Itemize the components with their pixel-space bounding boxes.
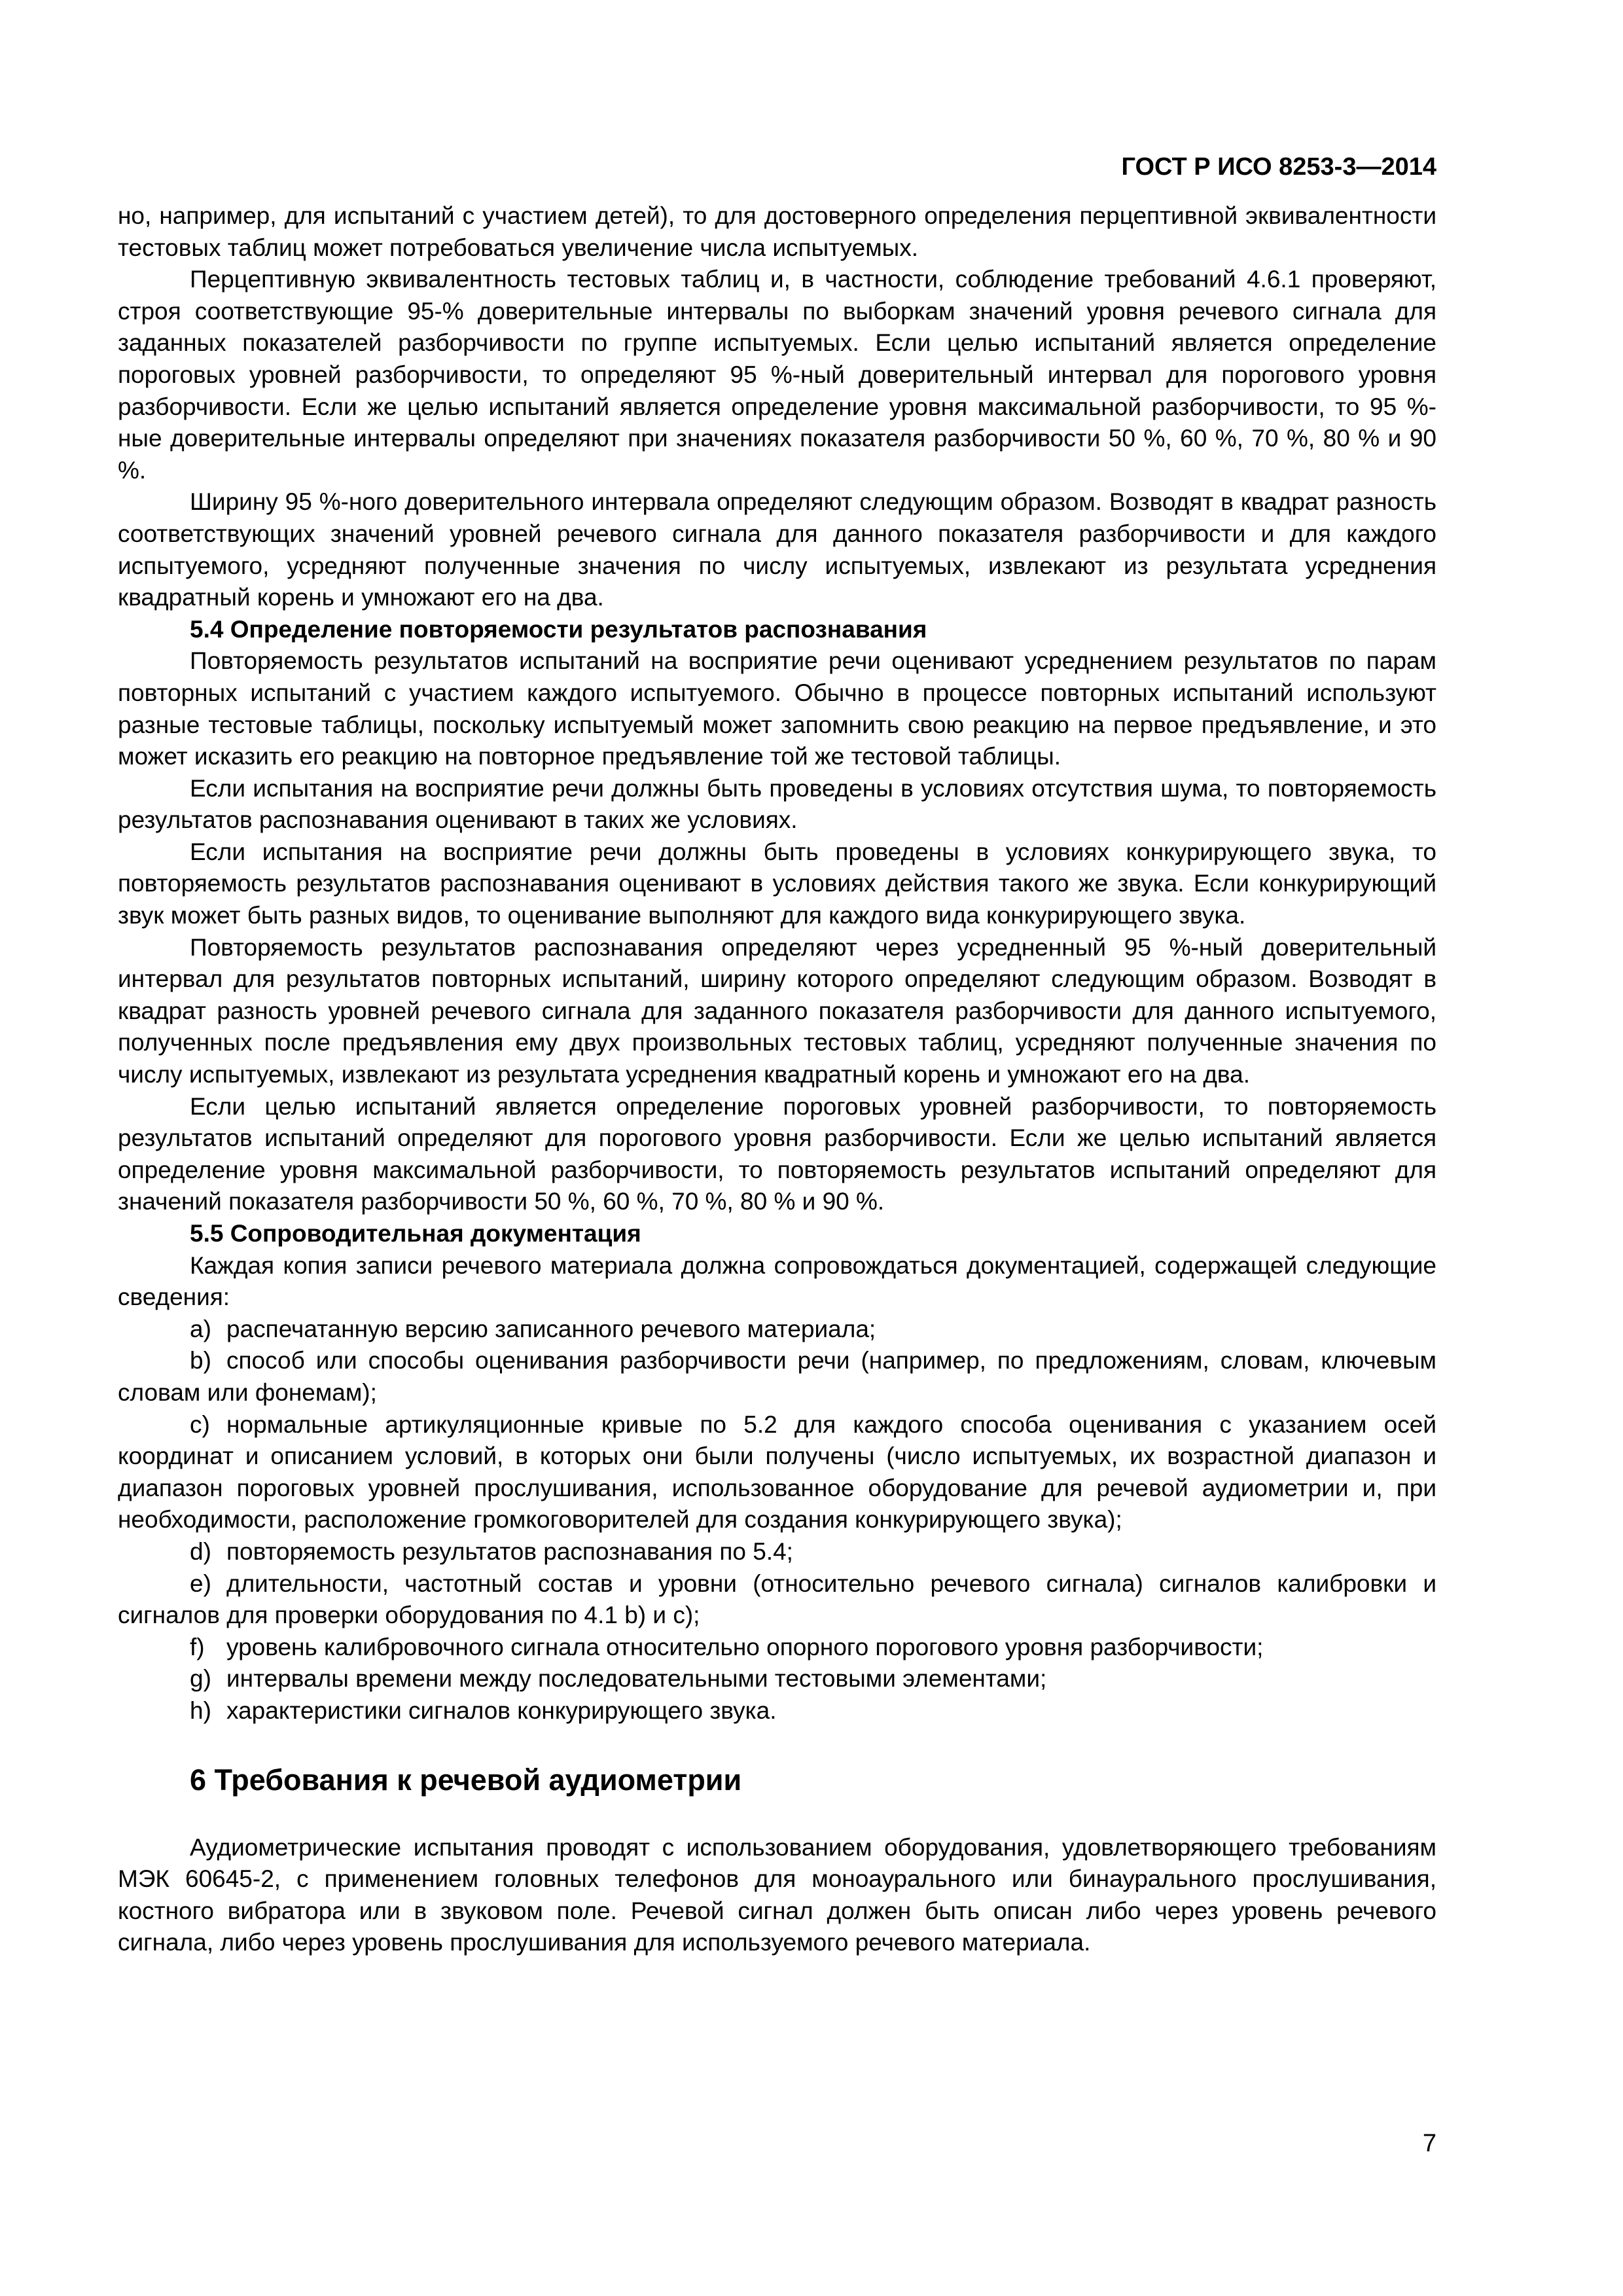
- page-number: 7: [1422, 2130, 1436, 2157]
- paragraph: Каждая копия записи речевого материала должна сопровождаться документацией, содержащей следующие сведения:: [118, 1251, 1436, 1311]
- paragraph: Перцептивную эквивалентность тестовых таблиц и, в частности, соблюдение требований 4.6.1 проверяют, строя соответствующие 95-% доверительные интервалы по выборкам значений уровня речевого сигнала для заданных показателей разборчивости по группе испытуемых. Если целью испытаний является определение пороговых уровней разборчивости, то определяют 95 %-ный доверительный интервал для порогового уровня разборчивости. Если же целью испытаний является определение уровня максимальной разборчивости, то 95 %-ные доверительные интервалы определяют при значениях показателя разборчивости 50 %, 60 %, 70 %, 80 % и 90 %.: [118, 266, 1436, 484]
- list-item-text: интервалы времени между последовательными тестовыми элементами;: [226, 1665, 1047, 1693]
- list-marker: d): [190, 1537, 211, 1565]
- paragraph: но, например, для испытаний с участием детей), то для достоверного определения перцептивной эквивалентности тестовых таблиц может потребоваться увеличение числа испытуемых.: [118, 202, 1436, 261]
- section-heading-5-5: 5.5 Сопроводительная документация: [190, 1220, 641, 1247]
- list-item: [118, 1409, 1436, 1536]
- list-marker: c): [190, 1410, 210, 1438]
- list-marker: h): [190, 1696, 211, 1724]
- list-item-text: повторяемость результатов распознавания по 5.4;: [226, 1537, 793, 1565]
- list-marker: a): [190, 1315, 211, 1342]
- paragraph: Если испытания на восприятие речи должны быть проведены в условиях отсутствия шума, то повторяемость результатов распознавания оценивают в таких же условиях.: [118, 774, 1436, 834]
- list-item-text: длительности, частотный состав и уровни (относительно речевого сигнала) сигналов калибровки и сигналов для проверки оборудования по 4.1 b) и c);: [118, 1570, 1436, 1629]
- list-marker: f): [190, 1633, 205, 1660]
- page-body: [118, 200, 1436, 1959]
- list-item-text: способ или способы оценивания разборчивости речи (например, по предложениям, словам, ключевым словам или фонемам);: [118, 1347, 1436, 1406]
- document-header: ГОСТ Р ИСО 8253-3—2014: [1121, 153, 1436, 181]
- list-item-text: характеристики сигналов конкурирующего звука.: [226, 1696, 777, 1724]
- list-item: [118, 1632, 1436, 1664]
- list-item: [118, 1314, 1436, 1346]
- list-item-text: уровень калибровочного сигнала относительно опорного порогового уровня разборчивости;: [226, 1633, 1264, 1660]
- paragraph: Повторяемость результатов испытаний на восприятие речи оценивают усреднением результатов по парам повторных испытаний с участием каждого испытуемого. Обычно в процессе повторных испытаний используют разные тестовые таблицы, поскольку испытуемый может запомнить свою реакцию на первое предъявление, и это может исказить его реакцию на повторное предъявление той же тестовой таблицы.: [118, 647, 1436, 770]
- list-item: [118, 1663, 1436, 1695]
- paragraph: Аудиометрические испытания проводят с использованием оборудования, удовлетворяющего требованиям МЭК 60645-2, с применением головных телефонов для моноаурального или бинаурального прослушивания, костного вибратора или в звуковом поле. Речевой сигнал должен быть описан либо через уровень речевого сигнала, либо через уровень прослушивания для используемого речевого материала.: [118, 1833, 1436, 1956]
- section-heading-5-4: 5.4 Определение повторяемости результатов распознавания: [190, 615, 927, 643]
- section-heading-6: 6 Требования к речевой аудиометрии: [190, 1763, 742, 1797]
- list-item: [118, 1345, 1436, 1408]
- paragraph: Повторяемость результатов распознавания определяют через усредненный 95 %-ный доверительный интервал для результатов повторных испытаний, ширину которого определяют следующим образом. Возводят в квадрат разность уровней речевого сигнала для заданного показателя разборчивости для данного испытуемого, полученных после предъявления ему двух произвольных тестовых таблиц, усредняют полученные значения по числу испытуемых, извлекают из результата усреднения квадратный корень и умножают его на два.: [118, 933, 1436, 1088]
- paragraph: Если испытания на восприятие речи должны быть проведены в условиях конкурирующего звука, то повторяемость результатов распознавания оценивают в условиях действия такого же звука. Если конкурирующий звук может быть разных видов, то оценивание выполняют для каждого вида конкурирующего звука.: [118, 838, 1436, 929]
- list-item: [118, 1536, 1436, 1568]
- list-marker: e): [190, 1570, 211, 1597]
- list-item: [118, 1568, 1436, 1632]
- list-marker: b): [190, 1347, 211, 1374]
- paragraph: Ширину 95 %-ного доверительного интервала определяют следующим образом. Возводят в квадрат разность соответствующих значений уровней речевого сигнала для данного показателя разборчивости и для каждого испытуемого, усредняют полученные значения по числу испытуемых, извлекают из результата усреднения квадратный корень и умножают его на два.: [118, 488, 1436, 611]
- list-item-text: нормальные артикуляционные кривые по 5.2 для каждого способа оценивания с указанием осей координат и описанием условий, в которых они были получены (число испытуемых, их возрастной диапазон и диапазон пороговых уровней прослушивания, использованное оборудование для речевой аудиометрии и, при необходимости, расположение громкоговорителей для создания конкурирующего звука);: [118, 1410, 1436, 1534]
- paragraph: Если целью испытаний является определение пороговых уровней разборчивости, то повторяемость результатов испытаний определяют для порогового уровня разборчивости. Если же целью испытаний является определение уровня максимальной разборчивости, то повторяемость результатов испытаний определяют для значений показателя разборчивости 50 %, 60 %, 70 %, 80 % и 90 %.: [118, 1092, 1436, 1215]
- list-item: [118, 1695, 1436, 1727]
- list-item-text: распечатанную версию записанного речевого материала;: [226, 1315, 876, 1342]
- list-marker: g): [190, 1665, 211, 1693]
